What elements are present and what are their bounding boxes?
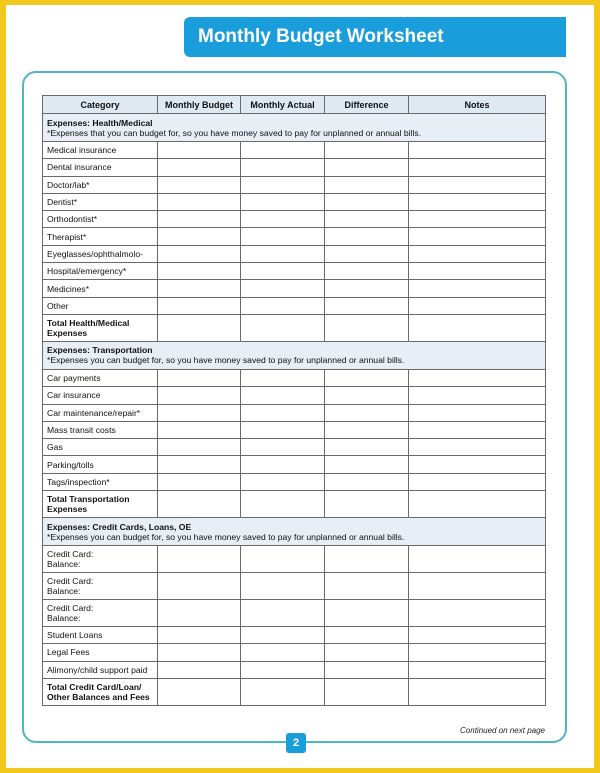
- row-label: Medicines*: [43, 280, 158, 297]
- budget-cell[interactable]: [158, 439, 241, 456]
- difference-cell[interactable]: [325, 280, 409, 297]
- budget-cell[interactable]: [158, 369, 241, 386]
- difference-cell[interactable]: [325, 661, 409, 678]
- actual-cell[interactable]: [241, 473, 325, 490]
- table-row: [43, 280, 546, 297]
- row-label: Other: [43, 297, 158, 314]
- notes-cell[interactable]: [409, 245, 546, 262]
- actual-cell[interactable]: [241, 297, 325, 314]
- total-label-line: Expenses: [47, 327, 88, 338]
- actual-cell[interactable]: [241, 644, 325, 661]
- row-label: Doctor/lab*: [43, 176, 158, 193]
- notes-cell[interactable]: [409, 573, 546, 600]
- budget-cell[interactable]: [158, 280, 241, 297]
- actual-cell[interactable]: [241, 280, 325, 297]
- section-note: *Expenses that you can budget for, so you have money saved to pay for unplanned or annual bills.: [47, 127, 422, 138]
- budget-cell[interactable]: [158, 661, 241, 678]
- section-heading: Expenses: Credit Cards, Loans, OE: [47, 521, 192, 532]
- actual-cell[interactable]: [241, 491, 325, 518]
- difference-cell[interactable]: [325, 546, 409, 573]
- actual-cell[interactable]: [241, 404, 325, 421]
- difference-cell[interactable]: [325, 142, 409, 159]
- difference-cell[interactable]: [325, 439, 409, 456]
- budget-cell[interactable]: [158, 627, 241, 644]
- total-row-credit: [43, 678, 546, 705]
- budget-cell[interactable]: [158, 387, 241, 404]
- actual-cell[interactable]: [241, 678, 325, 705]
- row-label: Legal Fees: [43, 644, 158, 661]
- table-row: [43, 142, 546, 159]
- budget-cell[interactable]: [158, 263, 241, 280]
- budget-cell[interactable]: [158, 142, 241, 159]
- section-heading: Expenses: Transportation: [47, 345, 153, 356]
- row-label: [43, 600, 158, 627]
- notes-cell[interactable]: [409, 439, 546, 456]
- actual-cell[interactable]: [241, 228, 325, 245]
- notes-cell[interactable]: [409, 280, 546, 297]
- table-row: [43, 600, 546, 627]
- notes-cell[interactable]: [409, 314, 546, 341]
- table-row: [43, 546, 546, 573]
- table-row: [43, 193, 546, 210]
- table-row: [43, 176, 546, 193]
- table-row: [43, 369, 546, 386]
- row-label: Orthodontist*: [43, 211, 158, 228]
- difference-cell[interactable]: [325, 245, 409, 262]
- actual-cell[interactable]: [241, 456, 325, 473]
- column-header: Difference: [325, 96, 409, 114]
- balance-label: Balance:: [47, 559, 81, 570]
- row-label: Parking/tolls: [43, 456, 158, 473]
- page-number: 2: [286, 733, 306, 753]
- notes-cell[interactable]: [409, 369, 546, 386]
- difference-cell[interactable]: [325, 387, 409, 404]
- row-label: Medical insurance: [43, 142, 158, 159]
- actual-cell[interactable]: [241, 661, 325, 678]
- difference-cell[interactable]: [325, 404, 409, 421]
- notes-cell[interactable]: [409, 456, 546, 473]
- budget-cell[interactable]: [158, 228, 241, 245]
- total-label-line: Total Transportation: [47, 494, 130, 505]
- actual-cell[interactable]: [241, 193, 325, 210]
- total-row-transportation: [43, 491, 546, 518]
- table-row: [43, 297, 546, 314]
- difference-cell[interactable]: [325, 421, 409, 438]
- difference-cell[interactable]: [325, 297, 409, 314]
- row-label: Gas: [43, 439, 158, 456]
- difference-cell[interactable]: [325, 644, 409, 661]
- difference-cell[interactable]: [325, 473, 409, 490]
- row-label: Dentist*: [43, 193, 158, 210]
- section-heading: Expenses: Health/Medical: [47, 117, 153, 128]
- column-header: Monthly Actual: [241, 96, 325, 114]
- row-label: Student Loans: [43, 627, 158, 644]
- row-label: [43, 546, 158, 573]
- notes-cell[interactable]: [409, 491, 546, 518]
- budget-cell[interactable]: [158, 245, 241, 262]
- notes-cell[interactable]: [409, 228, 546, 245]
- column-header: Notes: [409, 96, 546, 114]
- table-row: [43, 573, 546, 600]
- table-row: [43, 387, 546, 404]
- column-header: Monthly Budget: [158, 96, 241, 114]
- column-header: Category: [43, 96, 158, 114]
- table-row: [43, 456, 546, 473]
- row-label: Therapist*: [43, 228, 158, 245]
- table-row: [43, 627, 546, 644]
- table-row: [43, 644, 546, 661]
- notes-cell[interactable]: [409, 387, 546, 404]
- notes-cell[interactable]: [409, 600, 546, 627]
- difference-cell[interactable]: [325, 314, 409, 341]
- row-label: Car maintenance/repair*: [43, 404, 158, 421]
- section-header-credit: [43, 518, 546, 546]
- difference-cell[interactable]: [325, 600, 409, 627]
- credit-card-label: Credit Card:: [47, 576, 94, 587]
- difference-cell[interactable]: [325, 228, 409, 245]
- difference-cell[interactable]: [325, 491, 409, 518]
- row-label: [43, 573, 158, 600]
- actual-cell[interactable]: [241, 369, 325, 386]
- difference-cell[interactable]: [325, 211, 409, 228]
- total-label: [43, 491, 158, 518]
- notes-cell[interactable]: [409, 421, 546, 438]
- row-label: Mass transit costs: [43, 421, 158, 438]
- notes-cell[interactable]: [409, 297, 546, 314]
- row-label: Hospital/emergency*: [43, 263, 158, 280]
- total-label: [43, 314, 158, 341]
- notes-cell[interactable]: [409, 142, 546, 159]
- budget-cell[interactable]: [158, 297, 241, 314]
- actual-cell[interactable]: [241, 142, 325, 159]
- row-label: Alimony/child support paid: [43, 661, 158, 678]
- actual-cell[interactable]: [241, 159, 325, 176]
- notes-cell[interactable]: [409, 159, 546, 176]
- row-label: Eyeglasses/ophthalmolo-: [43, 245, 158, 262]
- budget-cell[interactable]: [158, 573, 241, 600]
- budget-cell[interactable]: [158, 456, 241, 473]
- row-label: Dental insurance: [43, 159, 158, 176]
- table-row: [43, 159, 546, 176]
- actual-cell[interactable]: [241, 573, 325, 600]
- total-label-line: Total Credit Card/Loan/: [47, 681, 142, 692]
- section-note: *Expenses you can budget for, so you have money saved to pay for unplanned or annual bills.: [47, 531, 405, 542]
- table-row: [43, 661, 546, 678]
- page-title: Monthly Budget Worksheet: [184, 17, 566, 57]
- actual-cell[interactable]: [241, 627, 325, 644]
- row-label: Car insurance: [43, 387, 158, 404]
- table-row: [43, 421, 546, 438]
- actual-cell[interactable]: [241, 263, 325, 280]
- total-label-line: Expenses: [47, 504, 88, 515]
- actual-cell[interactable]: [241, 245, 325, 262]
- row-label: Tags/inspection*: [43, 473, 158, 490]
- notes-cell[interactable]: [409, 546, 546, 573]
- difference-cell[interactable]: [325, 627, 409, 644]
- difference-cell[interactable]: [325, 159, 409, 176]
- credit-card-label: Credit Card:: [47, 603, 94, 614]
- table-row: [43, 245, 546, 262]
- actual-cell[interactable]: [241, 600, 325, 627]
- budget-cell[interactable]: [158, 314, 241, 341]
- notes-cell[interactable]: [409, 678, 546, 705]
- continued-note: Continued on next page: [460, 726, 545, 735]
- budget-table: [42, 95, 546, 706]
- table-row: [43, 228, 546, 245]
- notes-cell[interactable]: [409, 211, 546, 228]
- table-row: [43, 404, 546, 421]
- budget-cell[interactable]: [158, 473, 241, 490]
- total-label: [43, 678, 158, 705]
- table-row: [43, 473, 546, 490]
- budget-cell[interactable]: [158, 176, 241, 193]
- difference-cell[interactable]: [325, 456, 409, 473]
- actual-cell[interactable]: [241, 211, 325, 228]
- difference-cell[interactable]: [325, 176, 409, 193]
- notes-cell[interactable]: [409, 661, 546, 678]
- difference-cell[interactable]: [325, 369, 409, 386]
- section-note: *Expenses you can budget for, so you have money saved to pay for unplanned or annual bills.: [47, 355, 405, 366]
- difference-cell[interactable]: [325, 263, 409, 280]
- budget-cell[interactable]: [158, 600, 241, 627]
- balance-label: Balance:: [47, 613, 81, 624]
- total-label-line: Other Balances and Fees: [47, 691, 150, 702]
- actual-cell[interactable]: [241, 546, 325, 573]
- budget-cell[interactable]: [158, 211, 241, 228]
- notes-cell[interactable]: [409, 644, 546, 661]
- difference-cell[interactable]: [325, 678, 409, 705]
- notes-cell[interactable]: [409, 404, 546, 421]
- notes-cell[interactable]: [409, 627, 546, 644]
- section-header-health: [43, 114, 546, 142]
- budget-cell[interactable]: [158, 193, 241, 210]
- actual-cell[interactable]: [241, 314, 325, 341]
- notes-cell[interactable]: [409, 263, 546, 280]
- section-header-transportation: [43, 341, 546, 369]
- notes-cell[interactable]: [409, 473, 546, 490]
- table-row: [43, 439, 546, 456]
- budget-cell[interactable]: [158, 644, 241, 661]
- difference-cell[interactable]: [325, 193, 409, 210]
- budget-cell[interactable]: [158, 546, 241, 573]
- total-label-line: Total Health/Medical: [47, 317, 130, 328]
- notes-cell[interactable]: [409, 176, 546, 193]
- total-row-health: [43, 314, 546, 341]
- budget-cell[interactable]: [158, 159, 241, 176]
- actual-cell[interactable]: [241, 439, 325, 456]
- credit-card-label: Credit Card:: [47, 549, 94, 560]
- notes-cell[interactable]: [409, 193, 546, 210]
- difference-cell[interactable]: [325, 573, 409, 600]
- table-row: [43, 211, 546, 228]
- row-label: Car payments: [43, 369, 158, 386]
- actual-cell[interactable]: [241, 421, 325, 438]
- actual-cell[interactable]: [241, 176, 325, 193]
- actual-cell[interactable]: [241, 387, 325, 404]
- budget-cell[interactable]: [158, 678, 241, 705]
- budget-cell[interactable]: [158, 404, 241, 421]
- balance-label: Balance:: [47, 586, 81, 597]
- budget-cell[interactable]: [158, 421, 241, 438]
- budget-cell[interactable]: [158, 491, 241, 518]
- table-header-row: [43, 96, 546, 114]
- table-row: [43, 263, 546, 280]
